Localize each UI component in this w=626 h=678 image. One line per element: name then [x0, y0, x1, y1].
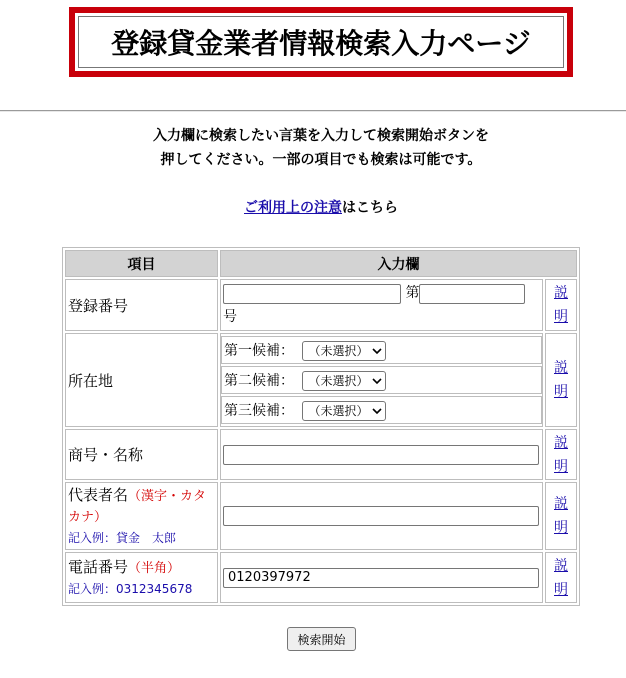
table-row-representative — [65, 482, 577, 550]
registration-label: 登録番号 — [68, 296, 129, 315]
column-header-item: 項目 — [65, 250, 218, 277]
trade-name-label: 商号・名称 — [68, 446, 144, 464]
table-row-registration — [65, 279, 577, 331]
phone-input[interactable] — [223, 568, 539, 588]
notice-suffix: はこちら — [342, 200, 398, 216]
instructions-line-1: 入力欄に検索したい言葉を入力して検索開始ボタンを — [153, 128, 489, 144]
column-header-input: 入力欄 — [220, 250, 577, 277]
chevron-down-icon — [372, 406, 382, 416]
registration-dai-label: 第 — [405, 285, 420, 301]
page-title: 登録貸金業者情報検索入力ページ — [78, 16, 564, 68]
search-start-button[interactable]: 検索開始 — [287, 627, 356, 651]
location-help-link[interactable]: 説明 — [554, 360, 568, 400]
phone-example: 記入例：0312345678 — [68, 581, 193, 596]
location-choice-2-label: 第二候補： — [224, 372, 294, 389]
title-banner — [69, 7, 573, 77]
representative-input[interactable] — [223, 506, 539, 526]
location-choice-1-select[interactable]: （未選択） — [302, 341, 386, 361]
instructions-line-2: 押してください。一部の項目でも検索は可能です。 — [160, 152, 482, 168]
trade-name-help-link[interactable]: 説明 — [554, 434, 568, 475]
chevron-down-icon — [372, 346, 382, 356]
table-row-trade-name — [65, 429, 577, 480]
table-header-row — [65, 250, 577, 277]
registration-number-input[interactable] — [419, 284, 525, 304]
registration-go-label: 号 — [223, 309, 237, 325]
table-row-phone — [65, 552, 577, 603]
chevron-down-icon — [372, 376, 382, 386]
search-form-table — [62, 247, 580, 606]
representative-label: 代表者名 — [68, 485, 129, 504]
location-choice-3-label: 第三候補： — [224, 402, 294, 419]
table-row-location — [65, 333, 577, 427]
representative-help-link[interactable]: 説明 — [554, 496, 568, 536]
location-choice-1-label: 第一候補： — [224, 342, 294, 359]
phone-label: 電話番号 — [68, 557, 129, 576]
representative-example: 記入例：貸金 太郎 — [68, 530, 177, 545]
phone-note: （半角） — [128, 560, 181, 576]
instructions — [0, 124, 626, 172]
notice — [0, 197, 626, 217]
location-label: 所在地 — [68, 371, 114, 390]
divider — [0, 110, 626, 112]
location-choice-2-select[interactable]: （未選択） — [302, 371, 386, 391]
registration-prefix-input[interactable] — [223, 284, 401, 304]
location-choice-3-select[interactable]: （未選択） — [302, 401, 386, 421]
phone-help-link[interactable]: 説明 — [554, 557, 568, 598]
registration-help-link[interactable]: 説明 — [554, 285, 568, 325]
usage-notes-link[interactable]: ご利用上の注意 — [244, 200, 342, 216]
trade-name-input[interactable] — [223, 445, 539, 465]
representative-note: （漢字・カタカナ） — [68, 488, 207, 525]
